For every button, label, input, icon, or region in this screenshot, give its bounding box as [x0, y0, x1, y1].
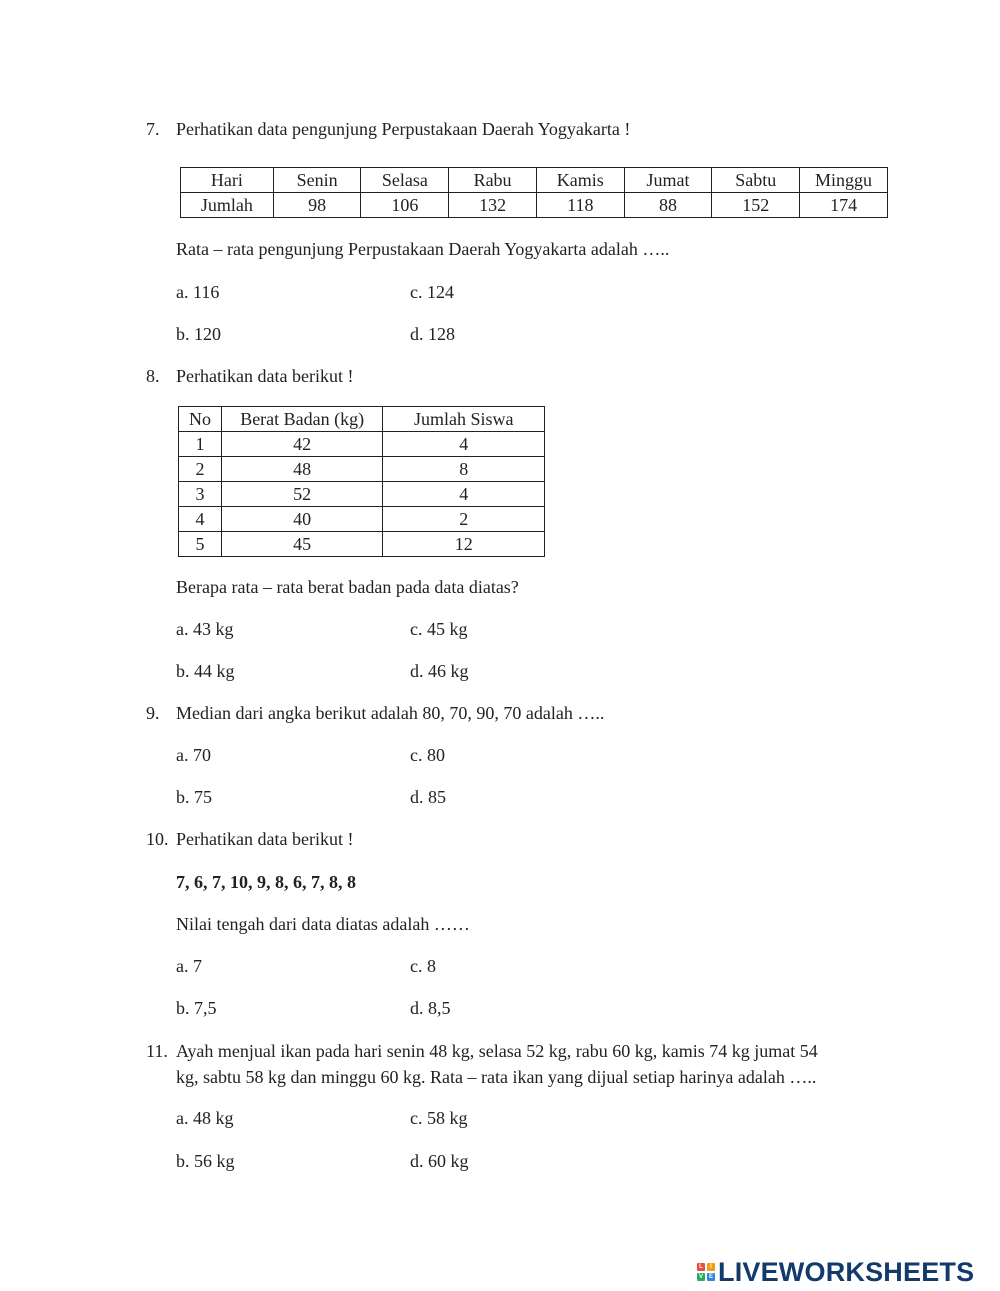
- question-10-prompt: Perhatikan data berikut !: [176, 829, 354, 849]
- table-cell: 98: [273, 193, 361, 218]
- table-header-cell: Berat Badan (kg): [221, 407, 383, 432]
- option-8b[interactable]: b. 44 kg: [176, 661, 235, 681]
- table-header-cell: No: [179, 407, 222, 432]
- question-8-prompt: Perhatikan data berikut !: [176, 366, 354, 386]
- option-10a[interactable]: a. 7: [176, 956, 202, 976]
- table-row: [179, 507, 545, 532]
- option-9b[interactable]: b. 75: [176, 787, 212, 807]
- table-cell: 4: [383, 432, 545, 457]
- table-cell: 1: [179, 432, 222, 457]
- question-10-data: 7, 6, 7, 10, 9, 8, 6, 7, 8, 8: [176, 872, 356, 892]
- option-9c[interactable]: c. 80: [410, 745, 445, 765]
- question-8-number: 8.: [146, 366, 160, 386]
- table-cell: 52: [221, 482, 383, 507]
- table-cell: 45: [221, 532, 383, 557]
- table-row: [179, 482, 545, 507]
- question-11-number: 11.: [146, 1041, 168, 1061]
- question-11-prompt-line2: kg, sabtu 58 kg dan minggu 60 kg. Rata – rata ikan yang dijual setiap harinya adalah …..: [176, 1067, 817, 1087]
- question-11-prompt-line1: Ayah menjual ikan pada hari senin 48 kg, selasa 52 kg, rabu 60 kg, kamis 74 kg jumat 54: [176, 1041, 818, 1061]
- table-cell: Hari: [181, 168, 274, 193]
- option-11d[interactable]: d. 60 kg: [410, 1151, 469, 1171]
- table-header-cell: Jumlah Siswa: [383, 407, 545, 432]
- option-8a[interactable]: a. 43 kg: [176, 619, 234, 639]
- question-7-text: Rata – rata pengunjung Perpustakaan Daerah Yogyakarta adalah …..: [176, 239, 670, 259]
- logo-tile: L: [697, 1263, 705, 1271]
- option-7b[interactable]: b. 120: [176, 324, 221, 344]
- table-row: [181, 168, 888, 193]
- option-7a[interactable]: a. 116: [176, 282, 220, 302]
- question-10-text: Nilai tengah dari data diatas adalah ……: [176, 914, 470, 934]
- table-cell: Jumlah: [181, 193, 274, 218]
- table-cell: 8: [383, 457, 545, 482]
- weight-table: [178, 406, 545, 557]
- table-cell: 4: [179, 507, 222, 532]
- table-cell: Rabu: [449, 168, 537, 193]
- table-row: [179, 432, 545, 457]
- liveworksheets-logo-icon: [697, 1263, 715, 1281]
- table-cell: Sabtu: [712, 168, 800, 193]
- table-cell: 132: [449, 193, 537, 218]
- option-9a[interactable]: a. 70: [176, 745, 211, 765]
- option-11b[interactable]: b. 56 kg: [176, 1151, 235, 1171]
- table-cell: 12: [383, 532, 545, 557]
- table-cell: 88: [624, 193, 712, 218]
- visitors-table: [180, 167, 888, 218]
- logo-tile: E: [708, 1274, 713, 1280]
- option-11a[interactable]: a. 48 kg: [176, 1108, 234, 1128]
- table-cell: 106: [361, 193, 449, 218]
- brand-name: LIVEWORKSHEETS: [718, 1257, 975, 1287]
- table-cell: 3: [179, 482, 222, 507]
- table-cell: Kamis: [536, 168, 624, 193]
- question-8-text: Berapa rata – rata berat badan pada data diatas?: [176, 577, 519, 597]
- question-7-prompt: Perhatikan data pengunjung Perpustakaan Daerah Yogyakarta !: [176, 119, 631, 139]
- table-cell: 118: [536, 193, 624, 218]
- question-9-number: 9.: [146, 703, 160, 723]
- logo-tile: V: [698, 1274, 703, 1280]
- table-cell: 2: [383, 507, 545, 532]
- option-8c[interactable]: c. 45 kg: [410, 619, 468, 639]
- table-cell: Senin: [273, 168, 361, 193]
- option-7d[interactable]: d. 128: [410, 324, 455, 344]
- question-10-number: 10.: [146, 829, 169, 849]
- option-10c[interactable]: c. 8: [410, 956, 436, 976]
- option-8d[interactable]: d. 46 kg: [410, 661, 469, 681]
- logo-tile: I: [707, 1263, 715, 1271]
- question-7-number: 7.: [146, 119, 160, 139]
- liveworksheets-brand: [697, 1258, 974, 1286]
- option-10b[interactable]: b. 7,5: [176, 998, 217, 1018]
- option-10d[interactable]: d. 8,5: [410, 998, 451, 1018]
- table-cell: 4: [383, 482, 545, 507]
- option-7c[interactable]: c. 124: [410, 282, 454, 302]
- table-cell: Jumat: [624, 168, 712, 193]
- table-cell: 174: [800, 193, 888, 218]
- table-row: [179, 407, 545, 432]
- option-11c[interactable]: c. 58 kg: [410, 1108, 468, 1128]
- table-cell: 5: [179, 532, 222, 557]
- table-row: [179, 532, 545, 557]
- table-row: [179, 457, 545, 482]
- table-cell: 152: [712, 193, 800, 218]
- table-cell: Selasa: [361, 168, 449, 193]
- table-cell: Minggu: [800, 168, 888, 193]
- table-cell: 2: [179, 457, 222, 482]
- table-cell: 40: [221, 507, 383, 532]
- option-9d[interactable]: d. 85: [410, 787, 446, 807]
- question-9-prompt: Median dari angka berikut adalah 80, 70, 90, 70 adalah …..: [176, 703, 605, 723]
- table-cell: 48: [221, 457, 383, 482]
- table-cell: 42: [221, 432, 383, 457]
- table-row: [181, 193, 888, 218]
